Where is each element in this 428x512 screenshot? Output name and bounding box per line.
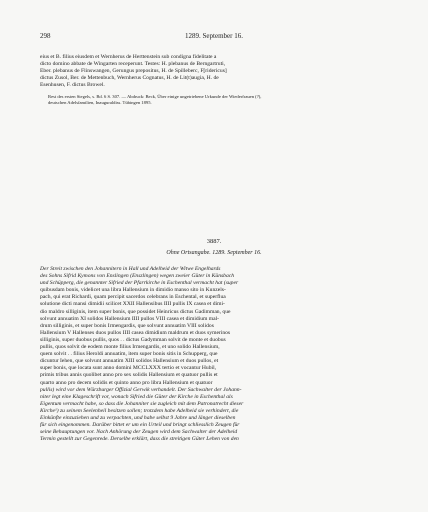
- text-line: silliginis, super duobus pullis, quos . . dictus Gadymman solvit de monte et duobus: [40, 336, 226, 343]
- text-line: dicuntur Iehen, que solvunt annuatim XIII solidos Hallensium et duos pullos, et: [40, 358, 219, 365]
- page-header: [40, 32, 388, 42]
- text-line: Kirche¹) zu seinem Seelenheil besitzen sollen; trotzdem habe Adelheid sie verhindert, die: [40, 407, 239, 414]
- text-line: dictus Zusol, Ber. de Mettenbuch, Wernherus Cognatus, H. de Lit(t)augia, H. de: [40, 75, 219, 82]
- text-line: primis tribus annis quolibet anno pro sex solidis Hallensium et quatuor pullis et: [40, 372, 218, 379]
- footnote-line: Rest des ersten Siegels, s. Bd. 6 S. 307. — Abdruck: Beck, Über einige ungetriebene Urkunde der Wiederfrauen (?),: [48, 94, 262, 99]
- text-line: Eigentum vermacht habe, so dass die Johanniter sie zugleich mit dem Patronatrecht dieser: [40, 400, 244, 407]
- footnote-line: deutschen Adelsfamilien, Inauguraldiss. Tübingen 1895.: [48, 100, 152, 105]
- text-line: des Sohns Sifrid Kymons von Enslingen (Enszlingen) wegen zweier Güter in Künsbach: [40, 273, 235, 280]
- text-line: für sich eingenommen. Darüber bittet er um ein Urteil und bringt schliesslich Zeugen für: [40, 422, 240, 429]
- footnote-block: [48, 94, 384, 106]
- text-line: Termin gestellt zur Gegenrede. Derselbe erklärt, dass die streitigen Güter Lehen von den: [40, 436, 239, 443]
- text-line: seine Behauptungen vor. Nach Anhörung der Zeugen wird dem Sachwalter der Adelheid: [40, 429, 238, 436]
- main-paragraph: [40, 266, 384, 443]
- text-line: Esenhusen, F. dictus Browel.: [40, 82, 105, 89]
- top-paragraph: [40, 54, 384, 89]
- text-line: dio maldro silliginis, item super bonis, que possidet Heinricus dictus Gadimman, que: [40, 308, 231, 315]
- text-line: Der Streit zwischen den Johannitern in Hall und Adelheid der Witwe Engelhards: [40, 266, 221, 272]
- text-line: super bonis, que locata sunt anno domini MCCLXXX tertio et vocantur Hubil,: [40, 365, 217, 372]
- text-line: quarto anno pro decem solidis et quinto anno pro libra Hallensium et quatuor: [40, 379, 213, 386]
- document-date: Ohne Ortsangabe. 1289. September 16.: [166, 250, 262, 256]
- text-line: dicto domino abbate de Wingarten receperunt. Testes: H. plebanus de Berngartruti,: [40, 61, 226, 68]
- text-line: pullis, quos solvit de eodem monte filius Irmengardis, et uno solido Hallensium,: [40, 344, 220, 351]
- text-line: pach, qui erat Richardi, quam percipit sacerdos celebrans in Eschental, et superflua: [40, 294, 226, 301]
- text-line: niter legt eine Klageschrift vor, wonach Sifried die Güter der Kirche in Eschenthal als: [40, 393, 233, 400]
- running-title: 1289. September 16.: [185, 32, 243, 40]
- text-line: quibusdam bonis, videlicet una libra Hallensium in dimidio manso sito in Kunzels-: [40, 287, 226, 294]
- text-line: pullis) wird vor dem Würzburger Offizial Gerwik verhandelt. Der Sachwalter der Johann-: [40, 386, 242, 393]
- text-line: eius et B. filius eiusdem et Wernherus de Herttenstein sub condigna fidelitate a: [40, 54, 217, 60]
- text-line: Einkünfte einzuziehen und zu verpachten, und habe selbst 9 Jahre und länger dieselben: [40, 414, 236, 421]
- document-number: 3887.: [206, 238, 222, 245]
- text-line: drum silliginis, et super bonis Irmengardis, que solvunt annuatim VIII solidos: [40, 322, 214, 329]
- text-line: und Schüpperg, die genannter Sifried der Pfarrkirche in Eschenthal vermacht hat (super: [40, 280, 239, 287]
- text-line: Hallensium V Hallenses duos pullos IIII casea dimidium maldrum et duos symerinos: [40, 329, 231, 336]
- text-line: solutione dicti mansi dimidii scilicet XXII Hallensibus IIII pullis IX casea et dimi-: [40, 301, 225, 308]
- page-number: 298: [40, 32, 51, 40]
- text-line: quem solvit . . filius Heroldi annuatim, item super bonis sitis in Schupperg, que: [40, 351, 218, 358]
- text-line: Eber. plebanus de Flinswangen, Gerungus prepositus, H. de Spilleberc, F[ridericus]: [40, 68, 227, 75]
- text-line: solvunt annuatim XI solidos Hallensium IIII pullos VIII casea et dimidium mal-: [40, 315, 220, 322]
